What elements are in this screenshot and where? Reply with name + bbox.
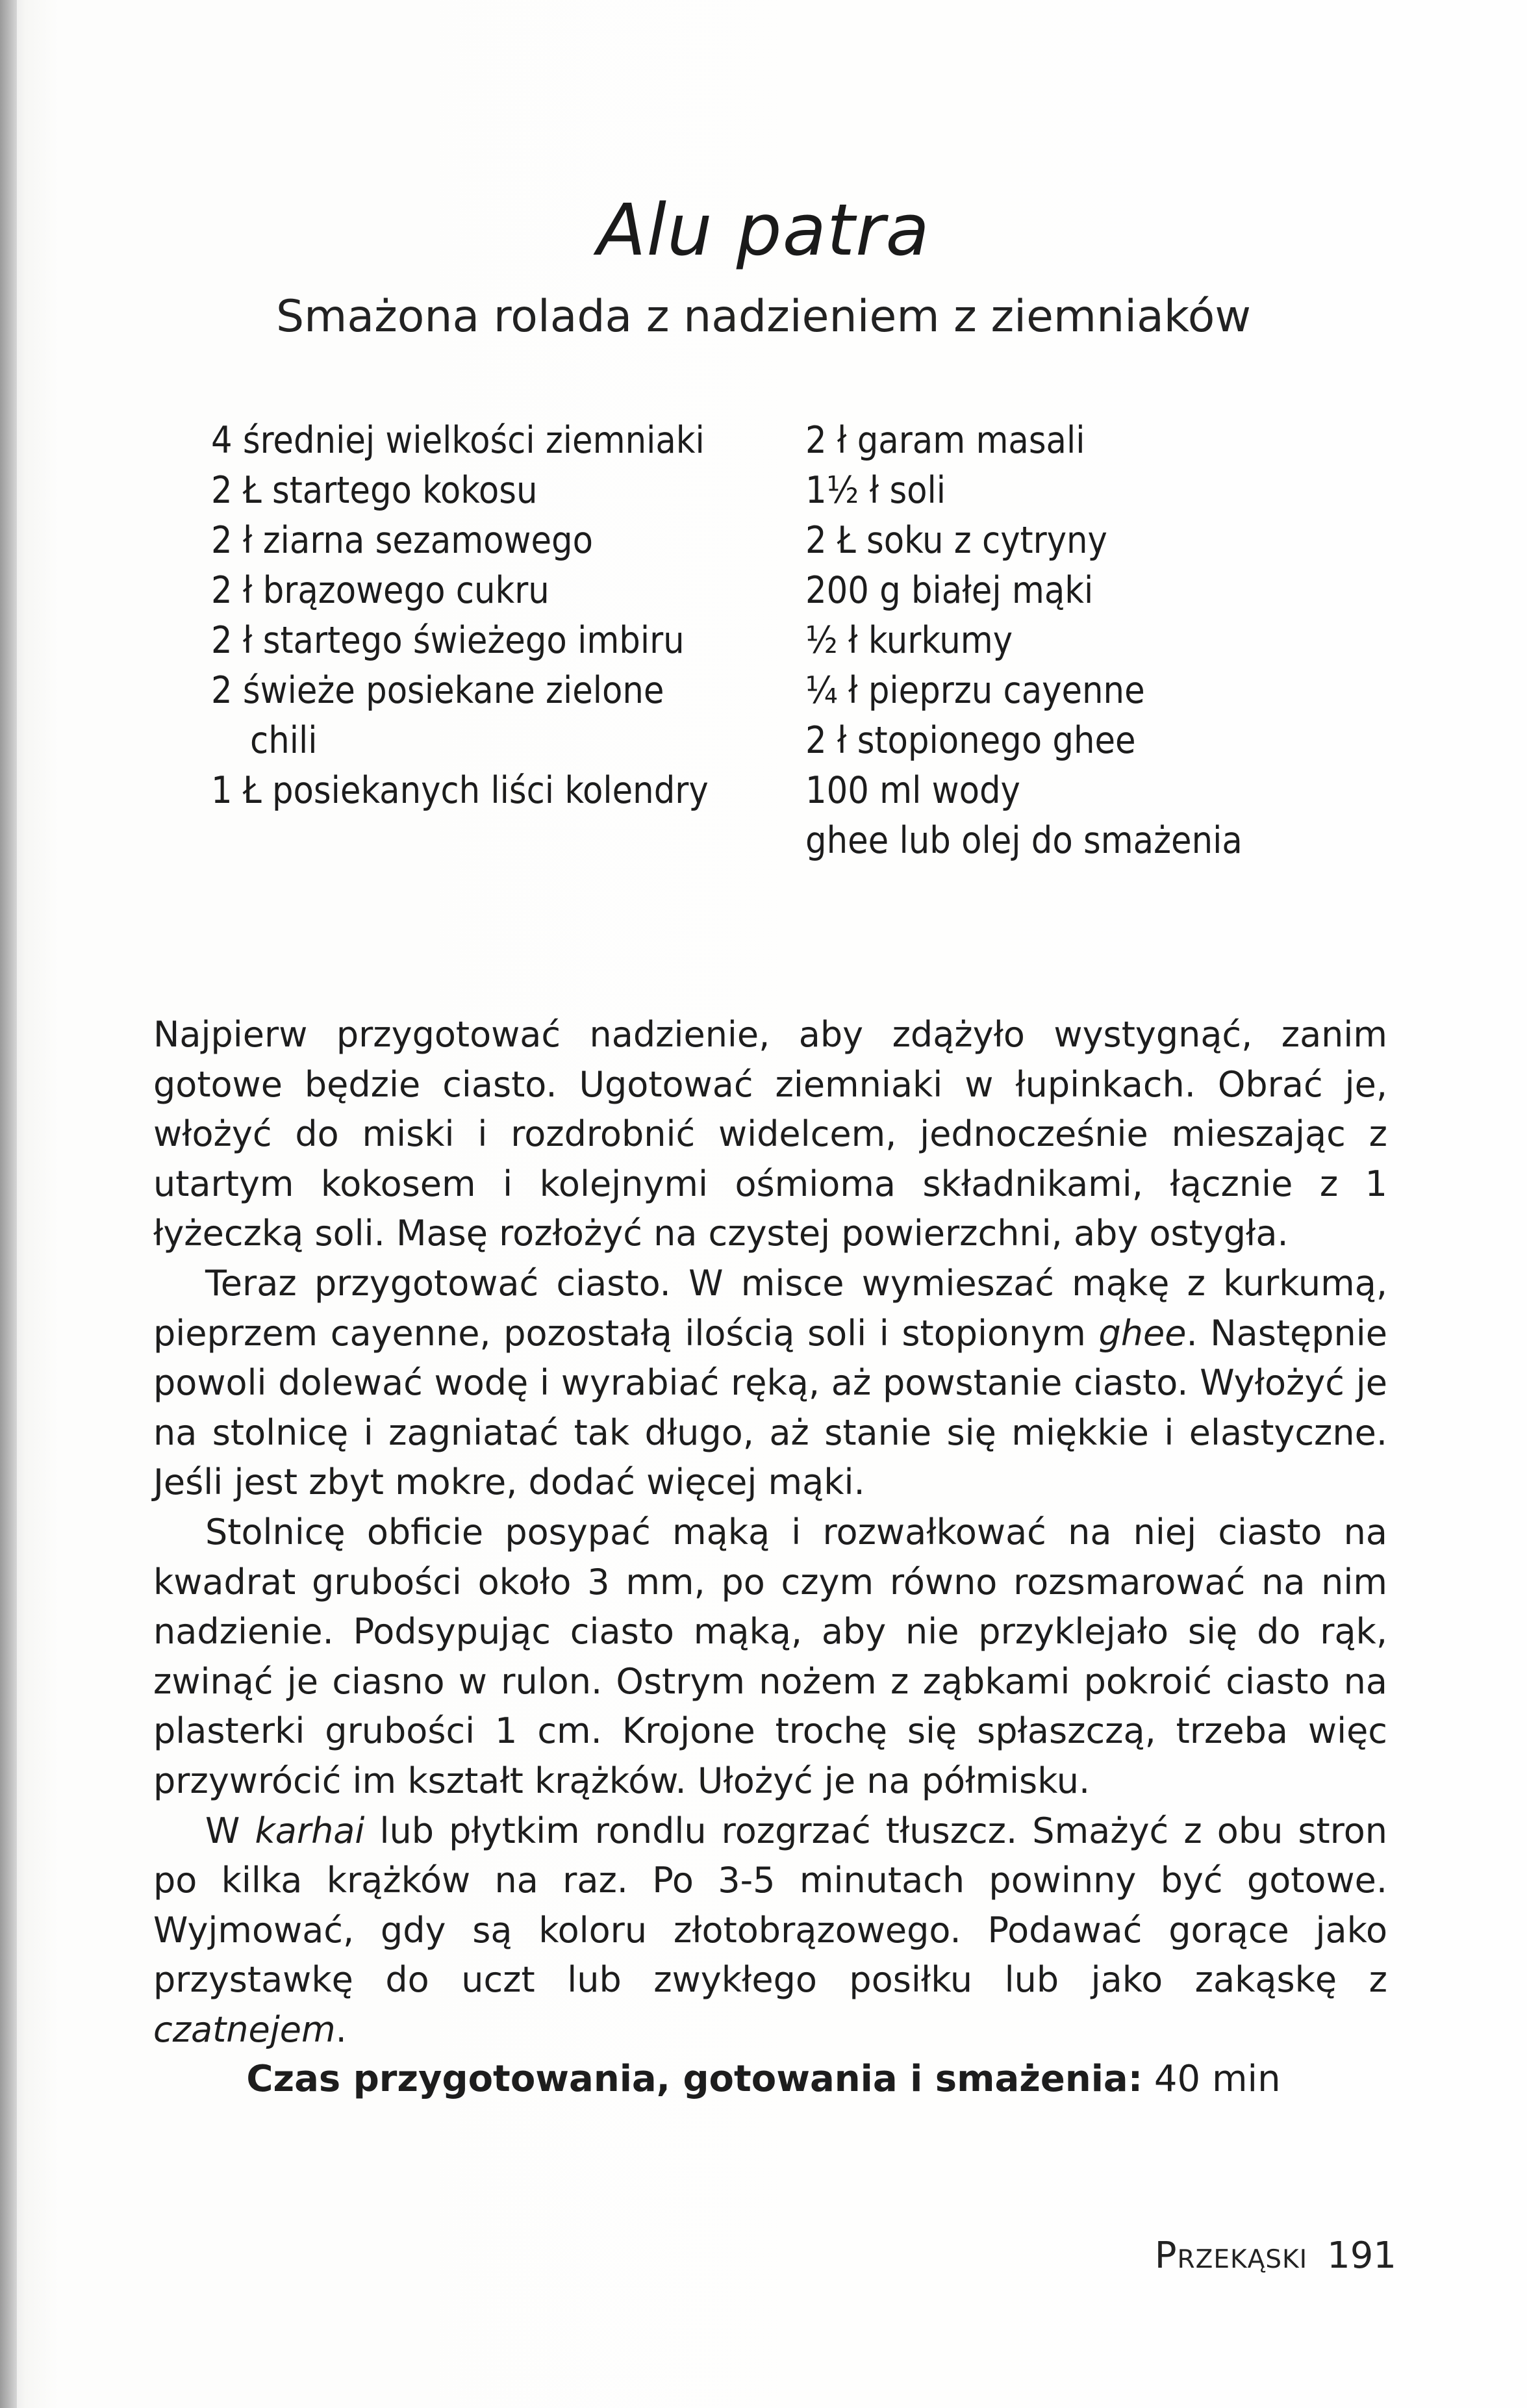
method-text-run: . Następnie powoli dolewać wodę i wyrabiać ręką, aż powstanie ciasto. Wyłożyć je na stolnicę i zagniatać tak długo, aż stanie się miękkie i elastyczne. Jeśli jest zbyt mokre, dodać więcej mąki. xyxy=(153,1312,1387,1503)
method-text xyxy=(153,1010,1387,2055)
method-italic-term: czatnejem xyxy=(153,2009,336,2050)
ingredient-item: 2 ł brązowego cukru xyxy=(211,569,549,612)
page-footer xyxy=(1098,2235,1396,2277)
ingredient-item: ¼ ł pieprzu cayenne xyxy=(805,669,1145,712)
ingredient-item: ½ ł kurkumy xyxy=(805,619,1013,662)
method-paragraph-3: Stolnicę obficie posypać mąką i rozwałkować na niej ciasto na kwadrat grubości około 3 mm, po czym równo rozsmarować na nim nadzienie. Podsypując ciasto mąką, aby nie przyklejało się do rąk, zwinąć je ciasno w rulon. Ostrym nożem z ząbkami pokroić ciasto na plasterki grubości 1 cm. Krojone trochę się spłaszczą, trzeba więc przywrócić im kształt krążków. Ułożyć je na półmisku. xyxy=(153,1511,1387,1801)
method-italic-term: karhai xyxy=(255,1810,365,1851)
ingredient-item: 2 ł garam masali xyxy=(805,419,1085,462)
ingredient-item: 2 Ł soku z cytryny xyxy=(805,519,1107,562)
ingredient-item: 2 Ł startego kokosu xyxy=(211,469,538,512)
preparation-time xyxy=(0,2058,1527,2100)
ingredients-left-column xyxy=(211,416,718,816)
method-text-run: lub płytkim rondlu rozgrzać tłuszcz. Smażyć z obu stron po kilka krążków na raz. Po 3-5 minutach powinny być gotowe. Wyjmować, gdy są koloru złotobrązowego. Podawać gorące jako przystawkę do uczt lub zwykłego posiłku lub jako zakąskę z xyxy=(153,1810,1387,2001)
preparation-time-label: Czas przygotowania, gotowania i smażenia: xyxy=(246,2058,1143,2100)
method-paragraph-4 xyxy=(153,1806,1387,2055)
method-paragraph-2 xyxy=(153,1259,1387,1508)
section-name: Przekąski xyxy=(1154,2235,1308,2277)
recipe-title: Alu patra xyxy=(597,188,930,272)
ingredient-item: 4 średniej wielkości ziemniaki xyxy=(211,419,705,462)
preparation-time-value: 40 min xyxy=(1154,2058,1281,2100)
ingredient-item: 2 ł ziarna sezamowego xyxy=(211,519,593,562)
recipe-subtitle: Smażona rolada z nadzieniem z ziemniaków xyxy=(276,291,1251,342)
ingredient-item: ghee lub olej do smażenia xyxy=(805,819,1243,862)
ingredients-right-column xyxy=(805,416,1403,866)
ingredient-item: 100 ml wody xyxy=(805,769,1020,812)
ingredient-item: 1½ ł soli xyxy=(805,469,946,512)
ingredient-item: 2 świeże posiekane zielone chili xyxy=(211,669,664,762)
method-italic-term: ghee xyxy=(1098,1312,1187,1354)
ingredient-item: 200 g białej mąki xyxy=(805,569,1094,612)
page-number: 191 xyxy=(1327,2235,1396,2277)
ingredient-item: 2 ł startego świeżego imbiru xyxy=(211,619,685,662)
page-gutter-shadow xyxy=(0,0,17,2408)
ingredient-item: 2 ł stopionego ghee xyxy=(805,719,1136,762)
ingredient-item: 1 Ł posiekanych liści kolendry xyxy=(211,769,709,812)
method-text-run: W xyxy=(205,1810,255,1851)
method-text-run: Teraz przygotować ciasto. W misce wymieszać mąkę z kurkumą, pieprzem cayenne, pozostałą ilością soli i stopionym xyxy=(153,1262,1387,1354)
method-paragraph-1: Najpierw przygotować nadzienie, aby zdążyło wystygnąć, zanim gotowe będzie ciasto. Ugotować ziemniaki w łupinkach. Obrać je, włożyć do miski i rozdrobnić widelcem, jednocześnie mieszając z utartym kokosem i kolejnymi ośmioma składnikami, łącznie z 1 łyżeczką soli. Masę rozłożyć na czystej powierzchni, aby ostygła. xyxy=(153,1014,1387,1254)
method-text-run: . xyxy=(335,2009,347,2050)
